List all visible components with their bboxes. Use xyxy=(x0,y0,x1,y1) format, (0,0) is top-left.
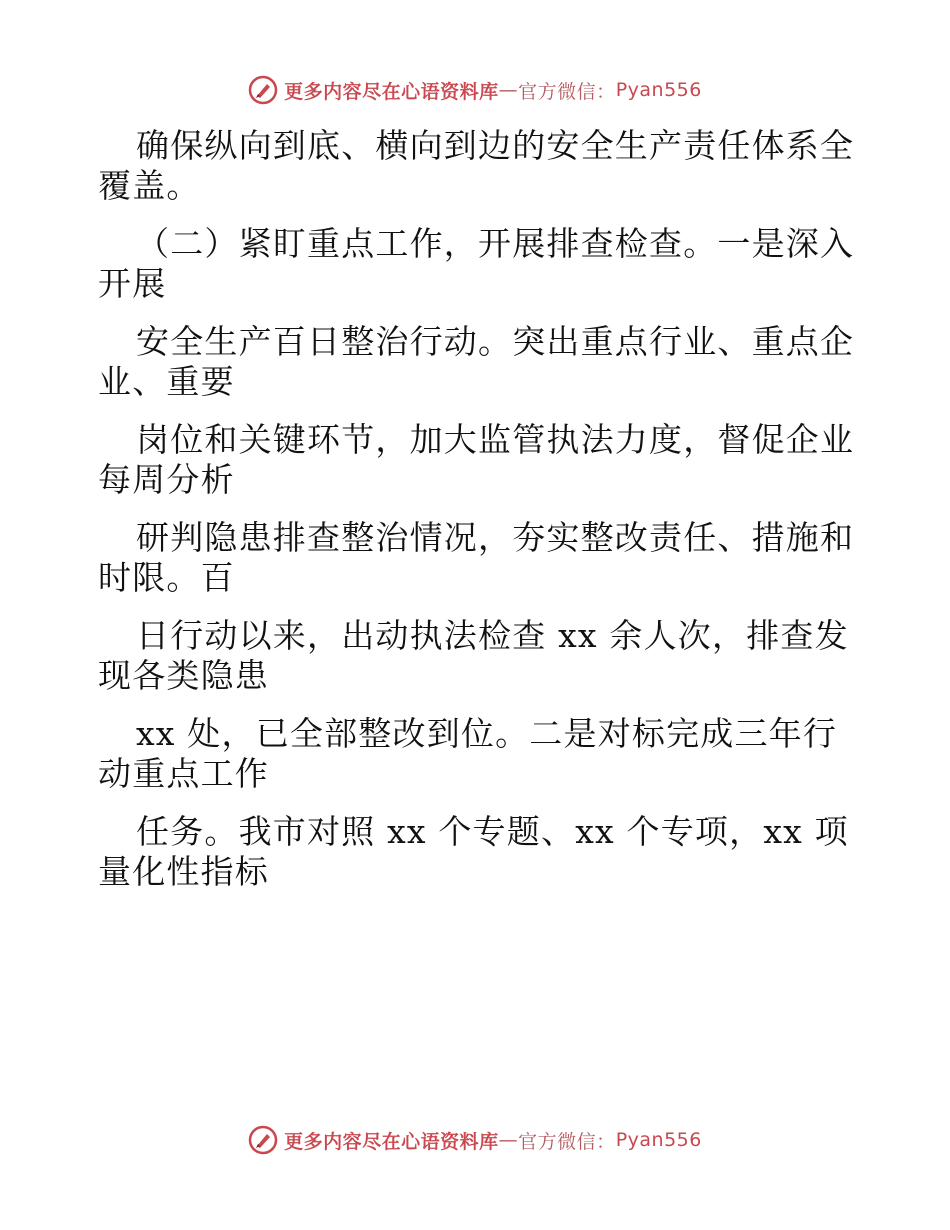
line-gap xyxy=(98,598,858,616)
watermark-main-text: 更多内容尽在心语资料库 xyxy=(284,1130,499,1153)
paragraph-line: 业、重要 xyxy=(98,362,235,401)
watermark-sub-text: 官方微信： xyxy=(518,1130,616,1153)
footer-watermark xyxy=(0,1125,950,1155)
watermark-sub-text: 官方微信： xyxy=(518,80,616,103)
header-watermark xyxy=(0,75,950,105)
watermark-main-text: 更多内容尽在心语资料库 xyxy=(284,80,499,103)
line-gap xyxy=(98,794,858,812)
paragraph-line: 动重点工作 xyxy=(98,754,269,793)
paragraph-line: 任务。我市对照 xx 个专题、xx 个专项，xx 项 xyxy=(136,812,849,851)
paragraph-line: 确保纵向到底、横向到边的安全生产责任体系全 xyxy=(136,126,855,165)
paragraph-line: 覆盖。 xyxy=(98,166,201,205)
paragraph-line: 研判隐患排查整治情况，夯实整改责任、措施和 xyxy=(136,518,855,557)
document-body xyxy=(98,126,858,892)
line-gap xyxy=(98,304,858,322)
pen-logo-icon xyxy=(248,1125,278,1155)
line-gap xyxy=(98,696,858,714)
line-gap xyxy=(98,206,858,224)
watermark-dash: — xyxy=(498,1129,519,1151)
pen-logo-icon xyxy=(248,75,278,105)
paragraph-line: 现各类隐患 xyxy=(98,656,269,695)
paragraph-line: 日行动以来，出动执法检查 xx 余人次，排查发 xyxy=(136,616,849,655)
paragraph-line: 岗位和关键环节，加大监管执法力度，督促企业 xyxy=(136,420,855,459)
watermark-dash: — xyxy=(498,79,519,101)
watermark-id: Pyan556 xyxy=(615,1129,702,1151)
line-gap xyxy=(98,500,858,518)
paragraph-line: 量化性指标 xyxy=(98,852,269,891)
paragraph-line: xx 处，已全部整改到位。二是对标完成三年行 xyxy=(136,714,838,753)
paragraph-line: 开展 xyxy=(98,264,167,303)
paragraph-line: （二）紧盯重点工作，开展排查检查。一是深入 xyxy=(136,224,855,263)
line-gap xyxy=(98,402,858,420)
watermark-id: Pyan556 xyxy=(615,79,702,101)
paragraph-line: 安全生产百日整治行动。突出重点行业、重点企 xyxy=(136,322,855,361)
paragraph-line: 每周分析 xyxy=(98,460,235,499)
paragraph-line: 时限。百 xyxy=(98,558,235,597)
